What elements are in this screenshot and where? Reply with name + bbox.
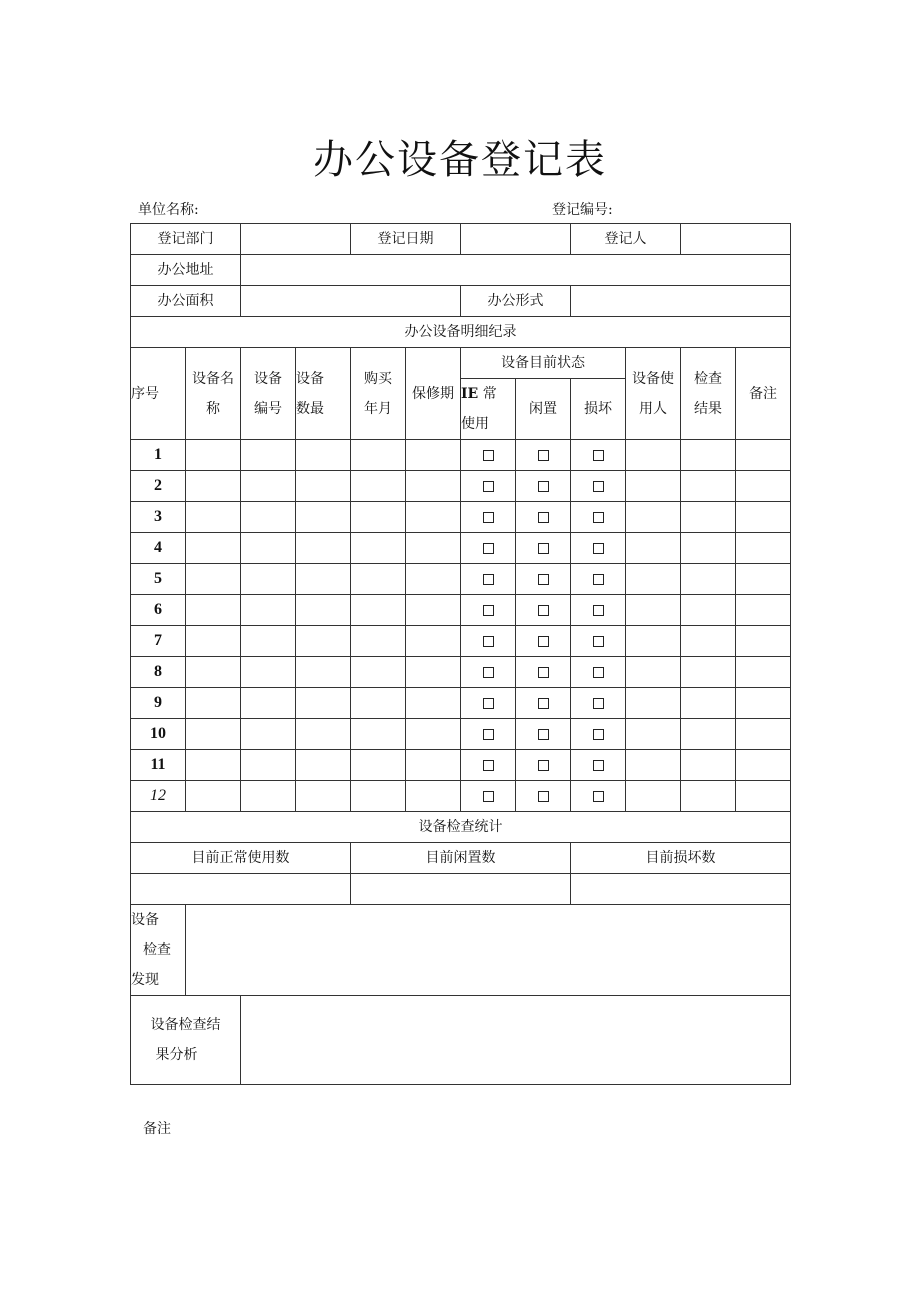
- checkbox-icon[interactable]: [593, 729, 604, 740]
- row-field[interactable]: [736, 533, 791, 564]
- checkbox-icon[interactable]: [593, 450, 604, 461]
- header-normal-use: IE 常 使用: [461, 379, 516, 440]
- row-field[interactable]: [351, 657, 406, 688]
- checkbox-icon[interactable]: [593, 481, 604, 492]
- analysis-field[interactable]: [241, 996, 791, 1085]
- checkbox-icon[interactable]: [538, 698, 549, 709]
- row-status-normal[interactable]: [461, 750, 516, 781]
- table-row: [131, 688, 791, 719]
- row-status-idle[interactable]: [516, 781, 571, 812]
- row-number: 7: [131, 626, 186, 657]
- row-field[interactable]: [681, 657, 736, 688]
- row-field[interactable]: [241, 502, 296, 533]
- row-field[interactable]: [736, 471, 791, 502]
- table-row: [131, 781, 791, 812]
- stats-idle-label: 目前闲置数: [351, 843, 571, 874]
- row-field[interactable]: [626, 533, 681, 564]
- row-status-broken[interactable]: [571, 750, 626, 781]
- row-field[interactable]: [186, 533, 241, 564]
- header-remark: 备注: [736, 348, 791, 440]
- analysis-label: 设备检查结 果分析: [131, 996, 241, 1085]
- stats-idle-field[interactable]: [351, 874, 571, 905]
- row-field[interactable]: [241, 657, 296, 688]
- row-field[interactable]: [241, 471, 296, 502]
- row-field[interactable]: [186, 440, 241, 471]
- row-field[interactable]: [406, 564, 461, 595]
- unit-name-label: 单位名称:: [138, 202, 199, 218]
- row-field[interactable]: [681, 626, 736, 657]
- row-field[interactable]: [406, 595, 461, 626]
- checkbox-icon[interactable]: [483, 636, 494, 647]
- dept-field[interactable]: [241, 224, 351, 255]
- address-field[interactable]: [241, 255, 791, 286]
- checkbox-icon[interactable]: [538, 605, 549, 616]
- row-field[interactable]: [626, 626, 681, 657]
- row-field[interactable]: [736, 595, 791, 626]
- row-number: 3: [131, 502, 186, 533]
- stats-normal-label: 目前正常使用数: [131, 843, 351, 874]
- checkbox-icon[interactable]: [483, 667, 494, 678]
- checkbox-icon[interactable]: [538, 450, 549, 461]
- footer-note: 备注: [143, 1121, 171, 1137]
- checkbox-icon[interactable]: [593, 698, 604, 709]
- row-field[interactable]: [736, 781, 791, 812]
- row-field[interactable]: [296, 626, 351, 657]
- row-field[interactable]: [351, 502, 406, 533]
- table-row: [131, 471, 791, 502]
- row-number: 1: [131, 440, 186, 471]
- row-status-normal[interactable]: [461, 564, 516, 595]
- row-number: 2: [131, 471, 186, 502]
- checkbox-icon[interactable]: [593, 543, 604, 554]
- detail-section-title: 办公设备明细纪录: [131, 317, 791, 348]
- row-field[interactable]: [186, 719, 241, 750]
- checkbox-icon[interactable]: [483, 698, 494, 709]
- registration-number-label: 登记编号:: [552, 202, 613, 218]
- row-field[interactable]: [296, 688, 351, 719]
- checkbox-icon[interactable]: [483, 791, 494, 802]
- row-field[interactable]: [626, 471, 681, 502]
- row-field[interactable]: [296, 533, 351, 564]
- row-field[interactable]: [351, 750, 406, 781]
- row-field[interactable]: [406, 719, 461, 750]
- row-field[interactable]: [296, 657, 351, 688]
- header-broken: 损坏: [571, 379, 626, 440]
- row-field[interactable]: [681, 595, 736, 626]
- checkbox-icon[interactable]: [483, 760, 494, 771]
- row-field[interactable]: [406, 781, 461, 812]
- row-field[interactable]: [351, 719, 406, 750]
- row-status-normal[interactable]: [461, 626, 516, 657]
- row-status-broken[interactable]: [571, 533, 626, 564]
- row-field[interactable]: [186, 595, 241, 626]
- checkbox-icon[interactable]: [483, 481, 494, 492]
- row-field[interactable]: [296, 781, 351, 812]
- row-number: 8: [131, 657, 186, 688]
- findings-field[interactable]: [186, 905, 791, 996]
- row-status-normal[interactable]: [461, 781, 516, 812]
- row-field[interactable]: [681, 564, 736, 595]
- table-row: [131, 750, 791, 781]
- table-row: [131, 533, 791, 564]
- date-field[interactable]: [461, 224, 571, 255]
- row-field[interactable]: [736, 502, 791, 533]
- header-purchase-date: 购买 年月: [351, 348, 406, 440]
- row-field[interactable]: [681, 471, 736, 502]
- header-warranty: 保修期: [406, 348, 461, 440]
- checkbox-icon[interactable]: [538, 760, 549, 771]
- checkbox-icon[interactable]: [538, 512, 549, 523]
- table-row: [131, 719, 791, 750]
- row-status-idle[interactable]: [516, 471, 571, 502]
- row-field[interactable]: [626, 719, 681, 750]
- checkbox-icon[interactable]: [593, 760, 604, 771]
- row-status-idle[interactable]: [516, 440, 571, 471]
- equipment-register-table: [130, 223, 791, 1085]
- row-status-broken[interactable]: [571, 719, 626, 750]
- row-field[interactable]: [626, 688, 681, 719]
- checkbox-icon[interactable]: [593, 574, 604, 585]
- row-number: 12: [131, 781, 186, 812]
- row-field[interactable]: [351, 533, 406, 564]
- findings-label: 设备 检查 发现: [131, 905, 186, 996]
- row-status-broken[interactable]: [571, 688, 626, 719]
- row-field[interactable]: [241, 750, 296, 781]
- row-field[interactable]: [351, 595, 406, 626]
- area-label: 办公面积: [131, 286, 241, 317]
- row-field[interactable]: [241, 781, 296, 812]
- row-field[interactable]: [681, 688, 736, 719]
- row-number: 5: [131, 564, 186, 595]
- checkbox-icon[interactable]: [538, 667, 549, 678]
- row-field[interactable]: [186, 657, 241, 688]
- checkbox-icon[interactable]: [483, 574, 494, 585]
- row-field[interactable]: [626, 781, 681, 812]
- row-status-idle[interactable]: [516, 688, 571, 719]
- table-row: [131, 564, 791, 595]
- row-number: 10: [131, 719, 186, 750]
- row-status-idle[interactable]: [516, 626, 571, 657]
- row-field[interactable]: [186, 688, 241, 719]
- row-field[interactable]: [626, 595, 681, 626]
- registrant-label: 登记人: [571, 224, 681, 255]
- checkbox-icon[interactable]: [483, 543, 494, 554]
- row-field[interactable]: [406, 502, 461, 533]
- row-field[interactable]: [296, 750, 351, 781]
- row-field[interactable]: [186, 564, 241, 595]
- row-field[interactable]: [241, 626, 296, 657]
- row-field[interactable]: [351, 626, 406, 657]
- row-field[interactable]: [626, 657, 681, 688]
- header-code: 设备 编号: [241, 348, 296, 440]
- table-row: [131, 595, 791, 626]
- row-field[interactable]: [351, 440, 406, 471]
- row-status-normal[interactable]: [461, 471, 516, 502]
- header-seq: 序号: [131, 348, 186, 440]
- row-field[interactable]: [626, 440, 681, 471]
- table-row: [131, 502, 791, 533]
- row-field[interactable]: [351, 471, 406, 502]
- row-field[interactable]: [406, 471, 461, 502]
- row-field[interactable]: [736, 750, 791, 781]
- row-status-idle[interactable]: [516, 657, 571, 688]
- checkbox-icon[interactable]: [593, 667, 604, 678]
- row-status-idle[interactable]: [516, 533, 571, 564]
- row-field[interactable]: [351, 688, 406, 719]
- row-status-normal[interactable]: [461, 688, 516, 719]
- row-status-normal[interactable]: [461, 533, 516, 564]
- table-row: [131, 626, 791, 657]
- row-field[interactable]: [406, 626, 461, 657]
- stats-broken-field[interactable]: [571, 874, 791, 905]
- row-status-normal[interactable]: [461, 657, 516, 688]
- stats-broken-label: 目前损坏数: [571, 843, 791, 874]
- row-status-broken[interactable]: [571, 781, 626, 812]
- row-field[interactable]: [736, 626, 791, 657]
- checkbox-icon[interactable]: [483, 450, 494, 461]
- checkbox-icon[interactable]: [483, 729, 494, 740]
- row-field[interactable]: [681, 502, 736, 533]
- row-field[interactable]: [351, 564, 406, 595]
- row-status-broken[interactable]: [571, 657, 626, 688]
- row-field[interactable]: [626, 750, 681, 781]
- row-field[interactable]: [241, 533, 296, 564]
- checkbox-icon[interactable]: [593, 605, 604, 616]
- table-row: [131, 440, 791, 471]
- stats-normal-field[interactable]: [131, 874, 351, 905]
- header-check-result: 检查 结果: [681, 348, 736, 440]
- row-field[interactable]: [736, 688, 791, 719]
- row-field[interactable]: [681, 719, 736, 750]
- checkbox-icon[interactable]: [538, 574, 549, 585]
- checkbox-icon[interactable]: [483, 512, 494, 523]
- checkbox-icon[interactable]: [538, 543, 549, 554]
- row-status-idle[interactable]: [516, 502, 571, 533]
- row-status-idle[interactable]: [516, 595, 571, 626]
- row-field[interactable]: [186, 502, 241, 533]
- row-field[interactable]: [406, 657, 461, 688]
- checkbox-icon[interactable]: [538, 636, 549, 647]
- row-field[interactable]: [736, 440, 791, 471]
- row-field[interactable]: [296, 719, 351, 750]
- checkbox-icon[interactable]: [593, 791, 604, 802]
- row-field[interactable]: [241, 719, 296, 750]
- row-field[interactable]: [736, 657, 791, 688]
- row-number: 6: [131, 595, 186, 626]
- row-status-normal[interactable]: [461, 719, 516, 750]
- equipment-rows: [131, 440, 791, 812]
- row-field[interactable]: [186, 781, 241, 812]
- row-number: 11: [131, 750, 186, 781]
- row-number: 4: [131, 533, 186, 564]
- row-field[interactable]: [681, 440, 736, 471]
- row-field[interactable]: [406, 688, 461, 719]
- header-user: 设备使 用人: [626, 348, 681, 440]
- table-row: [131, 657, 791, 688]
- row-status-normal[interactable]: [461, 440, 516, 471]
- row-status-broken[interactable]: [571, 595, 626, 626]
- row-status-normal[interactable]: [461, 502, 516, 533]
- checkbox-icon[interactable]: [538, 791, 549, 802]
- address-label: 办公地址: [131, 255, 241, 286]
- row-field[interactable]: [736, 564, 791, 595]
- row-field[interactable]: [626, 564, 681, 595]
- header-name: 设备名 称: [186, 348, 241, 440]
- row-field[interactable]: [351, 781, 406, 812]
- row-field[interactable]: [406, 750, 461, 781]
- header-status-group: 设备目前状态: [461, 348, 626, 379]
- area-field[interactable]: [241, 286, 461, 317]
- row-status-broken[interactable]: [571, 440, 626, 471]
- row-field[interactable]: [681, 750, 736, 781]
- checkbox-icon[interactable]: [538, 729, 549, 740]
- row-field[interactable]: [296, 595, 351, 626]
- row-status-broken[interactable]: [571, 626, 626, 657]
- row-field[interactable]: [296, 440, 351, 471]
- row-status-idle[interactable]: [516, 719, 571, 750]
- checkbox-icon[interactable]: [593, 512, 604, 523]
- row-field[interactable]: [406, 440, 461, 471]
- row-field[interactable]: [186, 471, 241, 502]
- row-field[interactable]: [296, 564, 351, 595]
- page-title: 办公设备登记表: [313, 137, 607, 183]
- row-field[interactable]: [681, 533, 736, 564]
- row-field[interactable]: [186, 750, 241, 781]
- office-form-field[interactable]: [571, 286, 791, 317]
- row-status-idle[interactable]: [516, 750, 571, 781]
- row-field[interactable]: [241, 595, 296, 626]
- header-idle: 闲置: [516, 379, 571, 440]
- office-form-label: 办公形式: [461, 286, 571, 317]
- row-status-broken[interactable]: [571, 564, 626, 595]
- row-field[interactable]: [241, 564, 296, 595]
- row-field[interactable]: [296, 471, 351, 502]
- registrant-field[interactable]: [681, 224, 791, 255]
- row-field[interactable]: [681, 781, 736, 812]
- row-status-broken[interactable]: [571, 502, 626, 533]
- row-field[interactable]: [736, 719, 791, 750]
- row-number: 9: [131, 688, 186, 719]
- date-label: 登记日期: [351, 224, 461, 255]
- checkbox-icon[interactable]: [538, 481, 549, 492]
- row-status-idle[interactable]: [516, 564, 571, 595]
- row-field[interactable]: [241, 688, 296, 719]
- row-field[interactable]: [241, 440, 296, 471]
- row-field[interactable]: [296, 502, 351, 533]
- row-field[interactable]: [626, 502, 681, 533]
- checkbox-icon[interactable]: [483, 605, 494, 616]
- row-field[interactable]: [406, 533, 461, 564]
- checkbox-icon[interactable]: [593, 636, 604, 647]
- row-status-normal[interactable]: [461, 595, 516, 626]
- row-field[interactable]: [186, 626, 241, 657]
- stats-section-title: 设备检查统计: [131, 812, 791, 843]
- header-quantity: 设备 数最: [296, 348, 351, 440]
- row-status-broken[interactable]: [571, 471, 626, 502]
- dept-label: 登记部门: [131, 224, 241, 255]
